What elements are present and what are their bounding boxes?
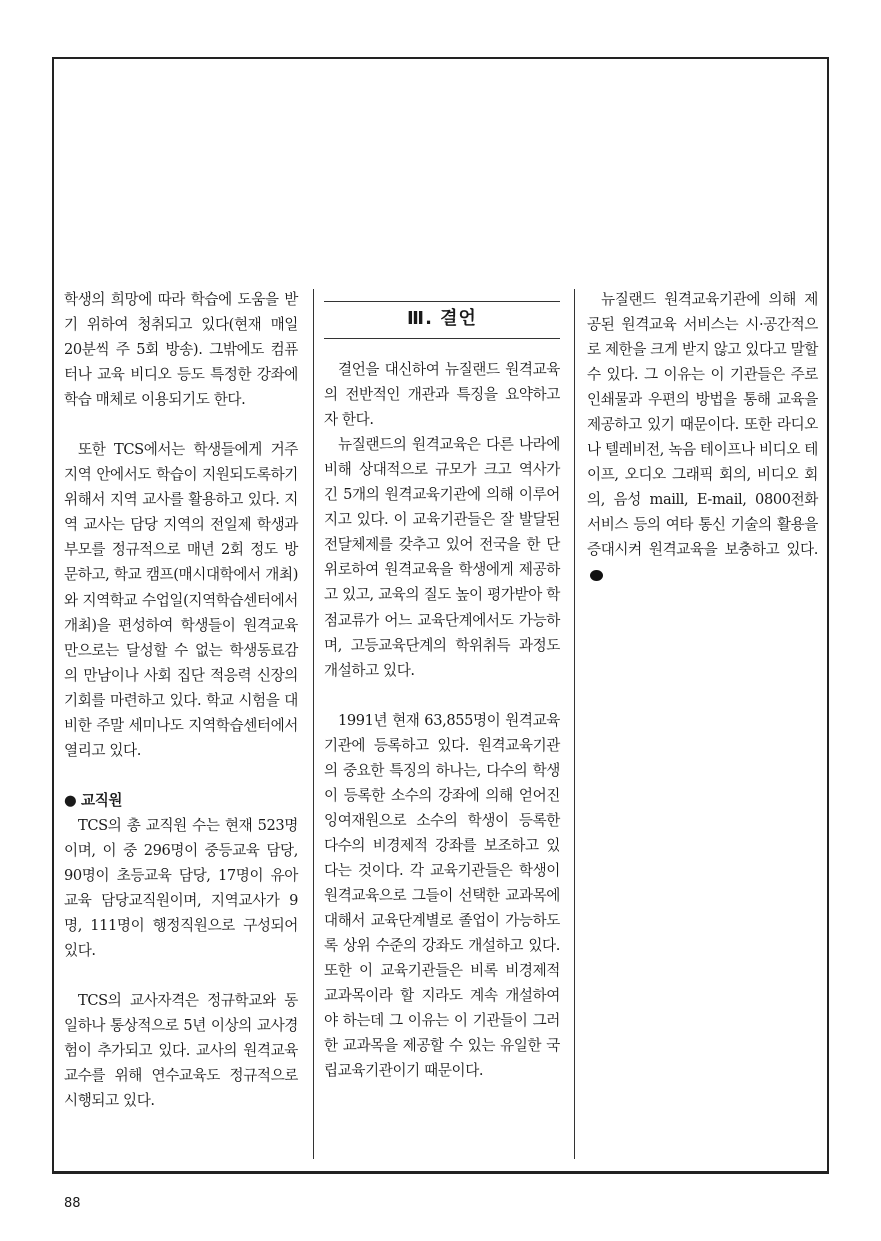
page-number: 88: [64, 1196, 81, 1211]
section-subtitle: ● 교직원: [64, 791, 123, 809]
paragraph: 뉴질랜드의 원격교육은 다른 나라에 비해 상대적으로 규모가 크고 역사가 긴 5개의 원격교육기관에 의해 이루어지고 있다. 이 교육기관들은 잘 발달된 전달체제를 갖추고 있어 전국을 한 단위로하여 원격교육을 학생에게 제공하고 있고, 교육의 질도 높이 평가받아 학점교류가 어느 교육단계에서도 가능하며, 고등교육단계의 학위취득 과정도 개설하고 있다.: [324, 436, 560, 679]
column-divider: [313, 289, 314, 1159]
paragraph: TCS의 총 교직원 수는 현재 523명이며, 이 중 296명이 중등교육 담당, 90명이 초등교육 담당, 17명이 유아교육 담당교직원이며, 지역교사가 9명, 111명이 행정직원으로 구성되어 있다.: [64, 816, 298, 960]
paragraph: TCS의 교사자격은 정규학교와 동일하나 통상적으로 5년 이상의 교사경험이 추가되고 있다. 교사의 원격교육교수를 위해 연수교육도 정규적으로 시행되고 있다.: [64, 992, 298, 1110]
paragraph: 결언을 대신하여 뉴질랜드 원격교육의 전반적인 개관과 특징을 요약하고자 한다.: [324, 361, 560, 429]
paragraph: 또한 TCS에서는 학생들에게 거주 지역 안에서도 학습이 지원되도록하기 위해서 지역 교사를 활용하고 있다. 지역 교사는 담당 지역의 전일제 학생과 부모를 정규적으로 매년 2회 정도 방문하고, 학교 캠프(매시대학에서 개최)와 지역학교 수업일(지역학습센터에서 개최)을 편성하여 학생들이 원격교육만으로는 달성할 수 없는 학생동료감의 만남이나 사회 집단 적응력 신장의 기회를 마련하고 있다. 학교 시험을 대비한 주말 세미나도 지역학습센터에서 열리고 있다.: [64, 441, 298, 759]
paragraph-text: 뉴질랜드 원격교육기관에 의해 제공된 원격교육 서비스는 시·공간적으로 제한을 크게 받지 않고 있다고 말할 수 있다. 그 이유는 이 기관들은 주로 인쇄물과 우편의 방법을 통해 교육을 제공하고 있기 때문이다. 또한 라디오나 텔레비전, 녹음 테이프나 비디오 테이프, 오디오 그래픽 회의, 비디오 회의, 음성 maill, E-mail, 0800전화 서비스 등의 여타 통신 기술의 활용을 증대시켜 원격교육을 보충하고 있다.: [587, 291, 818, 559]
column-3: [587, 287, 818, 588]
paragraph: 1991년 현재 63,855명이 원격교육기관에 등록하고 있다. 원격교육기관의 중요한 특징의 하나는, 다수의 학생이 등록한 소수의 강좌에 의해 얻어진 잉여재원으로 소수의 학생이 등록한 다수의 비경제적 강좌를 보조하고 있다는 것이다. 각 교육기관들은 학생이 원격교육으로 그들이 선택한 교과목에 대해서 교육단계별로 졸업이 가능하도록 상위 수준의 강좌도 개설하고 있다. 또한 이 교육기관들은 비록 비경제적 교과목이라 할 지라도 계속 개설하여야 하는데 그 이유는 이 기관들이 그러한 교과목을 제공할 수 있는 유일한 국립교육기관이기 때문이다.: [324, 711, 560, 1080]
column-2: [324, 287, 560, 1083]
section-heading: Ⅲ. 결언: [407, 308, 477, 329]
column-divider: [574, 289, 575, 1159]
paragraph: [587, 287, 818, 588]
paragraph: 학생의 희망에 따라 학습에 도움을 받기 위하여 청취되고 있다(현재 매일 20분씩 주 5회 방송). 그밖에도 컴퓨터나 교육 비디오 등도 특정한 강좌에 학습 매체로 이용되기도 한다.: [64, 291, 298, 409]
column-1: [64, 287, 298, 1113]
section-heading-box: [324, 301, 560, 339]
end-mark-icon: [590, 570, 603, 581]
